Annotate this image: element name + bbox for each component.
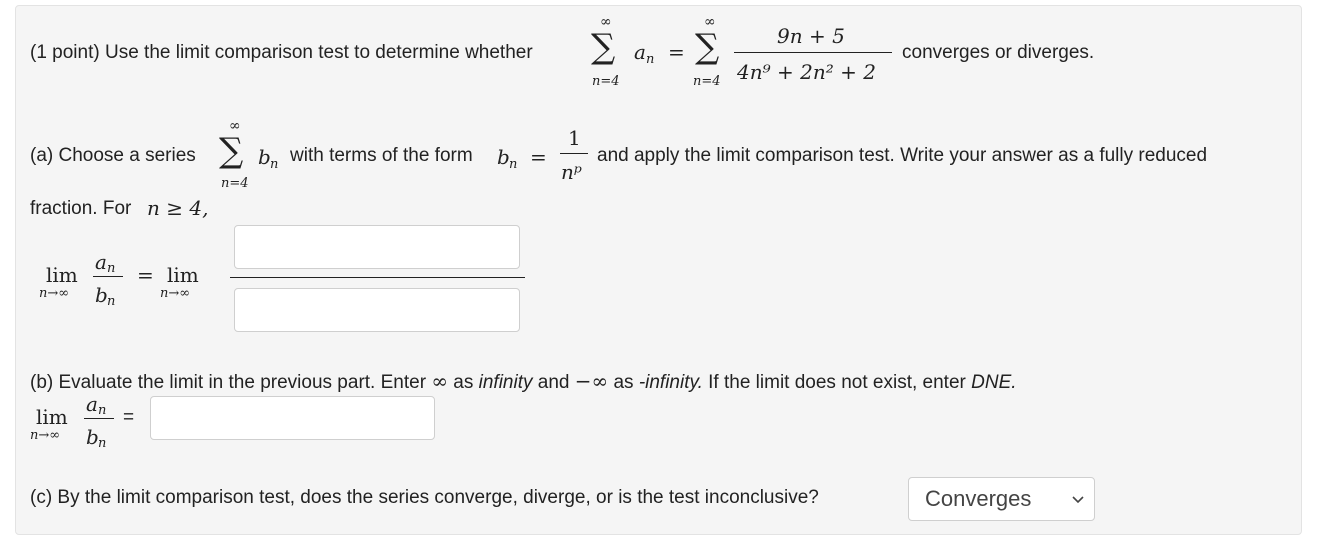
sum2-lower-limit: n=4 xyxy=(693,74,721,89)
part-a-rhs-denominator: nᵖ xyxy=(561,160,582,184)
limit-answer-input[interactable] xyxy=(150,396,435,440)
part-a-middle: with terms of the form xyxy=(290,145,473,166)
numerator-input[interactable] xyxy=(234,225,520,269)
lim-equals: = xyxy=(137,263,154,287)
part-a-sum-lower: n=4 xyxy=(221,176,249,191)
problem-intro: (1 point) Use the limit comparison test to determine whether xyxy=(30,42,533,63)
part-a-term-b-2: b xyxy=(497,145,510,169)
part-b-ratio-numerator: a xyxy=(86,392,98,416)
part-a-term-b-sub: n xyxy=(270,157,279,172)
sum-lower-limit: n=4 xyxy=(592,74,620,89)
term-a: a xyxy=(634,40,646,64)
part-a-prefix: (a) Choose a series xyxy=(30,145,196,166)
part-a-condition: n ≥ 4, xyxy=(147,196,209,220)
sigma-symbol-2: ∑ xyxy=(695,27,720,67)
problem-outro: converges or diverges. xyxy=(902,42,1095,63)
dne-word: DNE. xyxy=(971,372,1017,393)
part-a-term-b: b xyxy=(258,145,271,169)
part-b-ratio-denominator-sub: n xyxy=(98,436,107,451)
part-a-equals: = xyxy=(530,145,547,169)
part-c-question: (c) By the limit comparison test, does the series converge, diverge, or is the test inconclusive? xyxy=(30,487,819,508)
neg-infinity-symbol: −∞ xyxy=(574,369,609,393)
part-b-text4: as xyxy=(613,372,634,393)
answer-fraction-bar xyxy=(230,277,525,278)
infinity-symbol: ∞ xyxy=(431,369,448,393)
sigma-symbol: ∑ xyxy=(591,27,616,67)
ratio-denominator-b: b xyxy=(95,283,108,307)
ratio-numerator-a: a xyxy=(95,250,107,274)
ratio-numerator-sub: n xyxy=(107,261,116,276)
part-b-ratio-numerator-sub: n xyxy=(98,403,107,418)
part-a-suffix: and apply the limit comparison test. Write your answer as a fully reduced xyxy=(597,145,1208,166)
sum2-upper-limit: ∞ xyxy=(704,14,716,30)
part-b-text5: If the limit does not exist, enter xyxy=(708,372,966,393)
fraction-denominator: 4n⁹ + 2n² + 2 xyxy=(737,60,876,84)
part-a-rhs-bar xyxy=(560,153,588,154)
equals-sign: = xyxy=(668,40,685,64)
part-b-lim-subscript: n→∞ xyxy=(30,428,61,443)
term-a-subscript: n xyxy=(646,52,655,67)
conclusion-selected-value: Converges xyxy=(925,486,1032,511)
part-b-text1: (b) Evaluate the limit in the previous part. Enter xyxy=(30,372,427,393)
part-b-lim-label: lim xyxy=(36,405,68,429)
part-b-ratio-bar xyxy=(84,418,114,419)
denominator-input[interactable] xyxy=(234,288,520,332)
conclusion-select[interactable] xyxy=(908,477,1095,521)
part-a-rhs-numerator: 1 xyxy=(568,126,581,150)
ratio-bar xyxy=(93,276,123,277)
part-b-equals: = xyxy=(123,407,135,428)
part-b-ratio-denominator: b xyxy=(86,425,99,449)
fraction-bar xyxy=(734,52,892,53)
ratio-denominator-sub: n xyxy=(107,294,116,309)
lim-subscript-2: n→∞ xyxy=(160,286,191,301)
sum-upper-limit: ∞ xyxy=(600,14,612,30)
lim-subscript: n→∞ xyxy=(39,286,70,301)
lim-label-2: lim xyxy=(167,263,199,287)
part-b-text3: and xyxy=(537,372,570,393)
infinity-word: infinity xyxy=(478,372,533,393)
part-a-term-b-2-sub: n xyxy=(509,157,518,172)
part-b-instructions xyxy=(30,369,1017,394)
lim-label: lim xyxy=(46,263,78,287)
neg-infinity-word: -infinity. xyxy=(638,372,703,393)
fraction-numerator: 9n + 5 xyxy=(777,24,845,48)
part-a-line2: fraction. For xyxy=(30,198,132,219)
part-b-text2: as xyxy=(453,372,474,393)
chevron-down-icon xyxy=(1072,495,1084,505)
problem-panel xyxy=(15,5,1302,535)
part-a-sum-upper: ∞ xyxy=(229,118,241,134)
part-a-sigma: ∑ xyxy=(219,131,244,171)
